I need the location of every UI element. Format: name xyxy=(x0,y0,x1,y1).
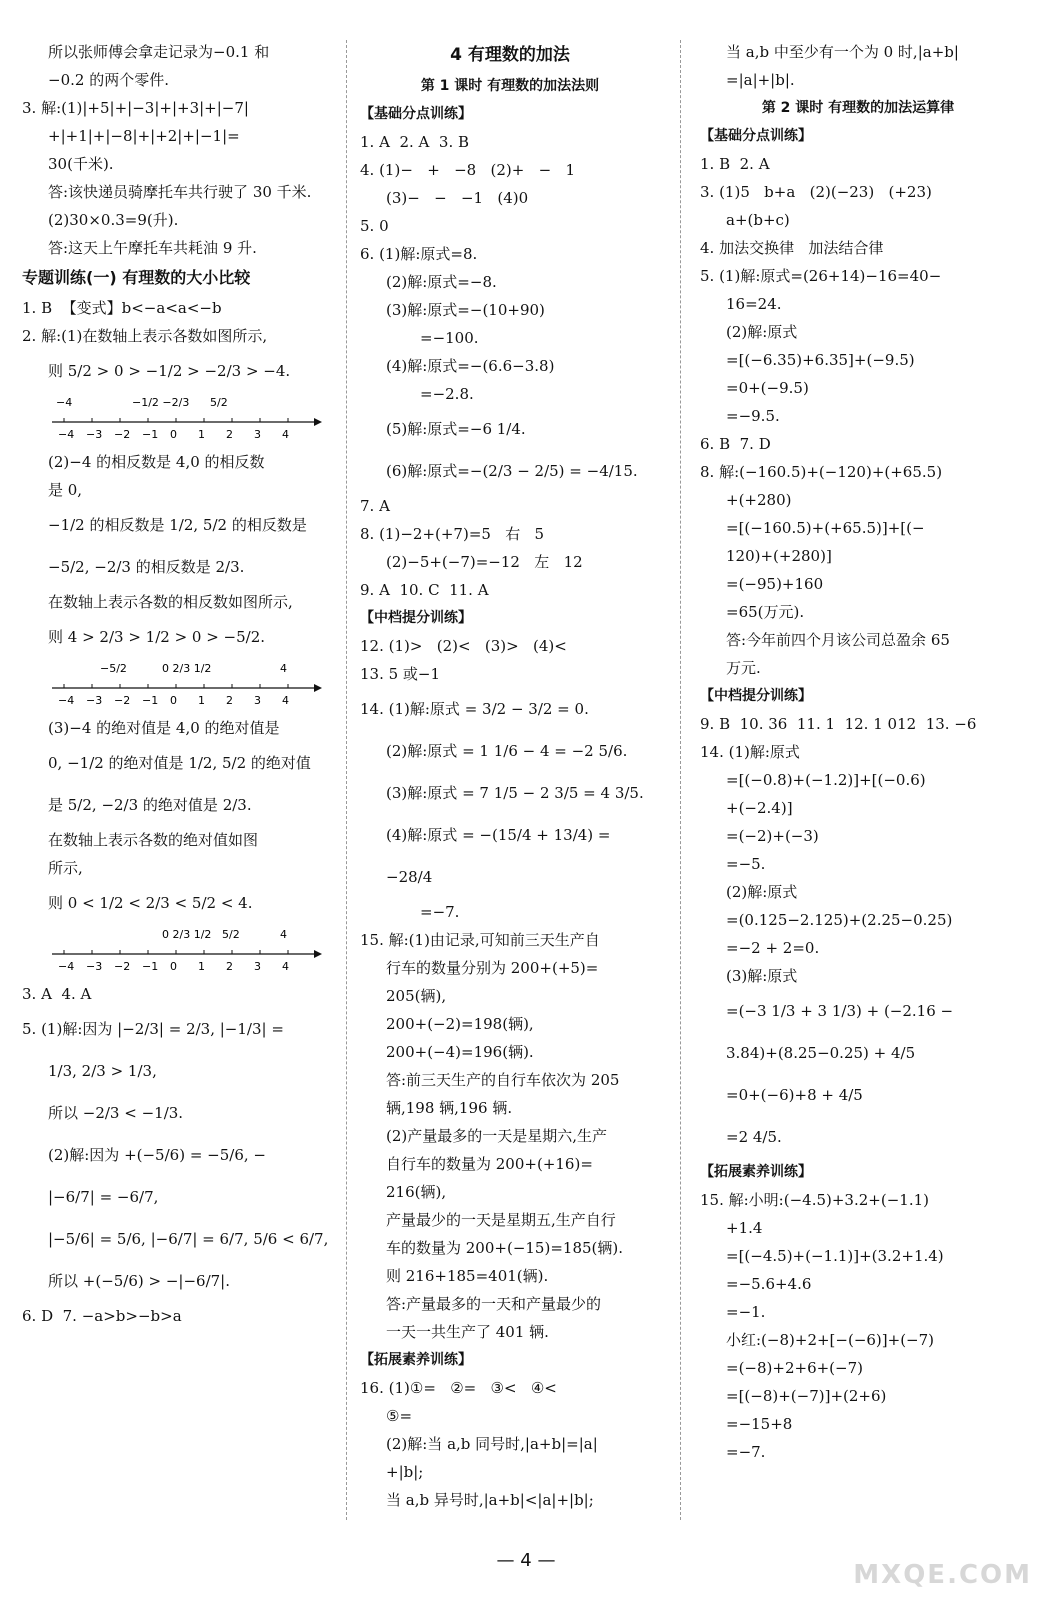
text-line: (3)− − −1 (4)0 xyxy=(386,189,529,207)
number-line-tick-label: 1 xyxy=(198,428,205,441)
text-line: 当 a,b 异号时,|a+b|<|a|+|b|; xyxy=(386,1491,594,1509)
text-line: 所示, xyxy=(48,859,83,877)
text-line: 0, −1/2 的绝对值是 1/2, 5/2 的绝对值 xyxy=(48,754,311,772)
number-line-tick-label: −4 xyxy=(58,428,75,441)
section-header: 【基础分点训练】 xyxy=(700,128,812,144)
text-line: =0+(−6)+8 + 4/5 xyxy=(726,1086,863,1104)
number-line-tick-label: 1 xyxy=(198,694,205,707)
number-line-label: 4 xyxy=(280,928,287,941)
text-line: 16=24. xyxy=(726,295,782,313)
text-line: =(−2)+(−3) xyxy=(726,827,819,845)
text-line: (2)−5+(−7)=−12 左 12 xyxy=(386,553,583,571)
number-line-tick-label: −2 xyxy=(114,960,131,973)
text-line: −1/2 的相反数是 1/2, 5/2 的相反数是 xyxy=(48,516,307,534)
text-line: =65(万元). xyxy=(726,603,805,621)
section-header: 【中档提分训练】 xyxy=(700,688,812,704)
text-line: =−5.6+4.6 xyxy=(726,1275,812,1293)
text-line: 在数轴上表示各数的相反数如图所示, xyxy=(48,593,293,611)
text-line: =−2.8. xyxy=(420,385,474,403)
text-line: =(−95)+160 xyxy=(726,575,824,593)
text-line: =[(−8)+(−7)]+(2+6) xyxy=(726,1387,887,1405)
number-line-tick-label: 2 xyxy=(226,428,233,441)
text-line: 小红:(−8)+2+[−(−6)]+(−7) xyxy=(726,1331,935,1349)
text-line: 答:该快递员骑摩托车共行驶了 30 千米. xyxy=(48,183,312,201)
number-line-tick-label: 2 xyxy=(226,694,233,707)
text-line: 1. B 【变式】b<−a<a<−b xyxy=(22,299,222,317)
text-line: 所以 +(−5/6) > −|−6/7|. xyxy=(48,1272,231,1290)
number-line-1 xyxy=(42,394,322,442)
number-line-tick-label: −3 xyxy=(86,960,103,973)
text-line: 行车的数量分别为 200+(+5)= xyxy=(386,959,599,977)
text-line: 所以 −2/3 < −1/3. xyxy=(48,1104,184,1122)
text-line: 30(千米). xyxy=(48,155,114,173)
text-line: 则 4 > 2/3 > 1/2 > 0 > −5/2. xyxy=(48,628,266,646)
text-line: 1. B 2. A xyxy=(700,155,770,173)
text-line: +(+280) xyxy=(726,491,792,509)
number-line-tick-label: 3 xyxy=(254,694,261,707)
number-line-label: 5/2 xyxy=(210,396,228,409)
text-line: 3. 解:(1)|+5|+|−3|+|+3|+|−7| xyxy=(22,99,249,117)
text-line: =0+(−9.5) xyxy=(726,379,809,397)
text-line: =−9.5. xyxy=(726,407,780,425)
text-line: =(0.125−2.125)+(2.25−0.25) xyxy=(726,911,953,929)
text-line: 产量最少的一天是星期五,生产自行 xyxy=(386,1211,616,1229)
text-line: (4)解:原式 = −(15/4 + 13/4) = −28/4 xyxy=(386,826,616,886)
section-header: 【拓展素养训练】 xyxy=(360,1352,472,1368)
text-line: 4. (1)− + −8 (2)+ − 1 xyxy=(360,161,576,179)
text-line: (6)解:原式=−(2/3 − 2/5) = −4/15. xyxy=(386,462,638,480)
text-line: 一天一共生产了 401 辆. xyxy=(386,1323,549,1341)
text-line: 13. 5 或−1 xyxy=(360,665,441,683)
text-line: 答:产量最多的一天和产量最少的 xyxy=(386,1295,602,1313)
text-line: =[(−6.35)+6.35]+(−9.5) xyxy=(726,351,915,369)
number-line-tick-label: −3 xyxy=(86,428,103,441)
text-line: +1.4 xyxy=(726,1219,763,1237)
watermark-logo: MXQE.COM xyxy=(853,1560,1032,1590)
text-line: 4. 加法交换律 加法结合律 xyxy=(700,239,884,257)
text-line: 216(辆), xyxy=(386,1183,447,1201)
text-line: =[(−4.5)+(−1.1)]+(3.2+1.4) xyxy=(726,1247,944,1265)
text-line: (2)解:原式=−8. xyxy=(386,273,497,291)
number-line-label: −5/2 xyxy=(100,662,127,675)
number-line-tick-label: 4 xyxy=(282,428,289,441)
text-line: 9. B 10. 36 11. 1 12. 1 012 13. −6 xyxy=(700,715,977,733)
text-line: 5. (1)解:因为 |−2/3| = 2/3, |−1/3| = xyxy=(22,1020,284,1038)
text-line: 14. (1)解:原式 = 3/2 − 3/2 = 0. xyxy=(360,700,589,718)
text-line: 8. (1)−2+(+7)=5 右 5 xyxy=(360,525,545,543)
text-line: +|+1|+|−8|+|+2|+|−1|= xyxy=(48,127,240,145)
text-line: 6. B 7. D xyxy=(700,435,771,453)
column-1 xyxy=(22,38,338,1330)
number-line-tick-label: 3 xyxy=(254,428,261,441)
text-line: 15. 解:(1)由记录,可知前三天生产自 xyxy=(360,931,600,949)
number-line-tick-label: 3 xyxy=(254,960,261,973)
number-line-label: −1/2 −2/3 xyxy=(132,396,190,409)
text-line: 则 5/2 > 0 > −1/2 > −2/3 > −4. xyxy=(48,362,291,380)
text-line: 6. (1)解:原式=8. xyxy=(360,245,478,263)
number-line-tick-label: 0 xyxy=(170,694,177,707)
text-line: (2)解:原式 xyxy=(726,883,798,901)
text-line: |−6/7| = −6/7, xyxy=(48,1188,159,1206)
number-line-tick-label: −4 xyxy=(58,960,75,973)
text-line: (4)解:原式=−(6.6−3.8) xyxy=(386,357,555,375)
text-line: 14. (1)解:原式 xyxy=(700,743,800,761)
text-line: 1/3, 2/3 > 1/3, xyxy=(48,1062,157,1080)
text-line: 8. 解:(−160.5)+(−120)+(+65.5) xyxy=(700,463,943,481)
text-line: |−5/6| = 5/6, |−6/7| = 6/7, 5/6 < 6/7, xyxy=(48,1230,329,1248)
lesson-subtitle: 第 2 课时 有理数的加法运算律 xyxy=(761,100,955,116)
text-line: =−7. xyxy=(420,903,460,921)
text-line: 自行车的数量为 200+(+16)= xyxy=(386,1155,593,1173)
text-line: 3.84)+(8.25−0.25) + 4/5 xyxy=(726,1044,916,1062)
column-3 xyxy=(700,38,1016,1466)
text-line: (2)解:因为 +(−5/6) = −5/6, − xyxy=(48,1146,266,1164)
text-line: 200+(−4)=196(辆). xyxy=(386,1043,534,1061)
column-divider xyxy=(346,40,347,1520)
text-line: 万元. xyxy=(726,659,761,677)
text-line: (2)−4 的相反数是 4,0 的相反数 xyxy=(48,453,265,471)
column-divider xyxy=(680,40,681,1520)
text-line: (3)解:原式 xyxy=(726,967,798,985)
number-line-tick-label: 4 xyxy=(282,960,289,973)
text-line: 车的数量为 200+(−15)=185(辆). xyxy=(386,1239,623,1257)
page-number: — 4 — xyxy=(496,1550,556,1571)
text-line: +(−2.4)] xyxy=(726,799,793,817)
number-line-label: 0 2/3 1/2 xyxy=(162,662,212,675)
section-header: 【中档提分训练】 xyxy=(360,610,472,626)
text-line: 是 5/2, −2/3 的绝对值是 2/3. xyxy=(48,796,252,814)
number-line-tick-label: 0 xyxy=(170,960,177,973)
text-line: =−7. xyxy=(726,1443,766,1461)
number-line-tick-label: −4 xyxy=(58,694,75,707)
text-line: =[(−0.8)+(−1.2)]+[(−0.6) xyxy=(726,771,926,789)
number-line-label: 0 2/3 1/2 xyxy=(162,928,212,941)
number-line-tick-label: −1 xyxy=(142,694,159,707)
text-line: =−1. xyxy=(726,1303,766,1321)
text-line: a+(b+c) xyxy=(726,211,790,229)
text-line: 6. D 7. −a>b>−b>a xyxy=(22,1307,182,1325)
text-line: (2)解:原式 = 1 1/6 − 4 = −2 5/6. xyxy=(386,742,628,760)
text-line: 答:前三天生产的自行车依次为 205 xyxy=(386,1071,620,1089)
text-line: 辆,198 辆,196 辆. xyxy=(386,1099,513,1117)
text-line: 200+(−2)=198(辆), xyxy=(386,1015,534,1033)
number-line-tick-label: 2 xyxy=(226,960,233,973)
text-line: 则 0 < 1/2 < 2/3 < 5/2 < 4. xyxy=(48,894,253,912)
text-line: 则 216+185=401(辆). xyxy=(386,1267,549,1285)
number-line-tick-label: −1 xyxy=(142,960,159,973)
number-line-tick-label: 4 xyxy=(282,694,289,707)
text-line: =(−8)+2+6+(−7) xyxy=(726,1359,863,1377)
text-line: (2)30×0.3=9(升). xyxy=(48,211,179,229)
text-line: (2)解:原式 xyxy=(726,323,798,341)
text-line: −5/2, −2/3 的相反数是 2/3. xyxy=(48,558,245,576)
text-line: =(−3 1/3 + 3 1/3) + (−2.16 − xyxy=(726,1002,954,1020)
text-line: 答:这天上午摩托车共耗油 9 升. xyxy=(48,239,257,257)
text-line: 3. (1)5 b+a (2)(−23) (+23) xyxy=(700,183,932,201)
number-line-tick-label: 1 xyxy=(198,960,205,973)
text-line: 5. 0 xyxy=(360,217,389,235)
text-line: (3)解:原式 = 7 1/5 − 2 3/5 = 4 3/5. xyxy=(386,784,644,802)
number-line-tick-label: −2 xyxy=(114,694,131,707)
number-line-tick-label: −1 xyxy=(142,428,159,441)
text-line: (3)−4 的绝对值是 4,0 的绝对值是 xyxy=(48,719,280,737)
section-header: 【基础分点训练】 xyxy=(360,106,472,122)
text-line: 12. (1)> (2)< (3)> (4)< xyxy=(360,637,567,655)
text-line: 在数轴上表示各数的绝对值如图 xyxy=(48,831,259,849)
text-line: 15. 解:小明:(−4.5)+3.2+(−1.1) xyxy=(700,1191,929,1209)
text-line: 16. (1)①= ②= ③< ④< xyxy=(360,1379,557,1397)
text-line: =−15+8 xyxy=(726,1415,793,1433)
text-line: +|b|; xyxy=(386,1463,424,1481)
text-line: 3. A 4. A xyxy=(22,985,92,1003)
text-line: 5. (1)解:原式=(26+14)−16=40− xyxy=(700,267,942,285)
number-line-tick-label: −2 xyxy=(114,428,131,441)
text-line: 9. A 10. C 11. A xyxy=(360,581,489,599)
number-line-2 xyxy=(42,660,322,708)
text-line: =[(−160.5)+(+65.5)]+[(− xyxy=(726,519,925,537)
number-line-label: −4 xyxy=(56,396,73,409)
number-line-label: 4 xyxy=(280,662,287,675)
column-2 xyxy=(360,38,660,1514)
text-line: =−2 + 2=0. xyxy=(726,939,820,957)
text-line: 205(辆), xyxy=(386,987,447,1005)
section-title: 专题训练(一) 有理数的大小比较 xyxy=(22,268,251,287)
text-line: ⑤= xyxy=(386,1407,413,1425)
lesson-subtitle: 第 1 课时 有理数的加法法则 xyxy=(420,78,600,94)
number-line-label: 5/2 xyxy=(222,928,240,941)
text-line: =|a|+|b|. xyxy=(726,71,795,89)
text-line: (5)解:原式=−6 1/4. xyxy=(386,420,526,438)
text-line: =−5. xyxy=(726,855,766,873)
number-line-tick-label: 0 xyxy=(170,428,177,441)
text-line: 答:今年前四个月该公司总盈余 65 xyxy=(726,631,950,649)
text-line: 120)+(+280)] xyxy=(726,547,832,565)
text-line: (3)解:原式=−(10+90) xyxy=(386,301,545,319)
lesson-title: 4 有理数的加法 xyxy=(450,45,570,65)
text-line: (2)解:当 a,b 同号时,|a+b|=|a| xyxy=(386,1435,598,1453)
text-line: 所以张师傅会拿走记录为−0.1 和 xyxy=(48,43,270,61)
text-line: =−100. xyxy=(420,329,479,347)
text-line: (2)产量最多的一天是星期六,生产 xyxy=(386,1127,608,1145)
text-line: −0.2 的两个零件. xyxy=(48,71,169,89)
text-line: 2. 解:(1)在数轴上表示各数如图所示, xyxy=(22,327,268,345)
text-line: 当 a,b 中至少有一个为 0 时,|a+b| xyxy=(726,43,959,61)
number-line-3 xyxy=(42,926,322,974)
text-line: =2 4/5. xyxy=(726,1128,782,1146)
number-line-tick-label: −3 xyxy=(86,694,103,707)
text-line: 是 0, xyxy=(48,481,83,499)
section-header: 【拓展素养训练】 xyxy=(700,1164,812,1180)
text-line: 1. A 2. A 3. B xyxy=(360,133,469,151)
text-line: 7. A xyxy=(360,497,390,515)
